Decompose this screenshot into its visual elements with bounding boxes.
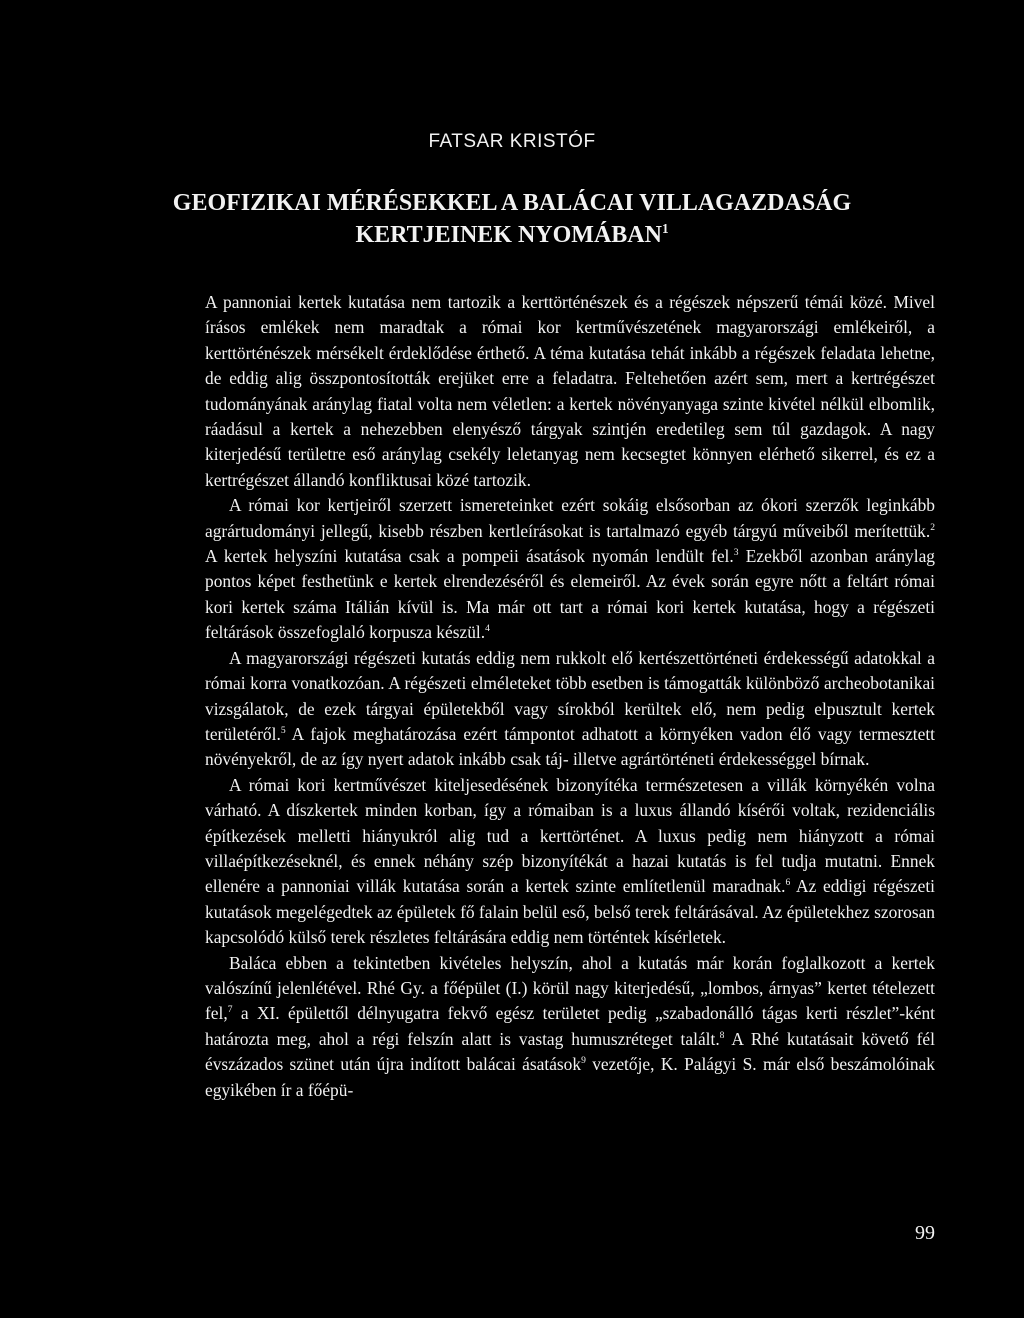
footnote-ref[interactable]: 1: [661, 221, 669, 236]
article-title-text: GEOFIZIKAI MÉRÉSEKKEL A BALÁCAI VILLAGAZDASÁG KERTJEINEK NYOMÁBAN: [172, 190, 852, 248]
footnote-ref[interactable]: 4: [485, 623, 490, 635]
article-body: [205, 290, 935, 1103]
paragraph-text: a XI. épülettől délnyugatra fekvő egész területet pedig „szabadonálló tágas kerti részlet”-ként határozta meg, ahol a régi felszín alatt is vastag humuszréteget talált.: [205, 1003, 935, 1049]
paragraph-text: A kertek helyszíni kutatása csak a pompeii ásatások nyomán lendült fel.: [205, 546, 734, 567]
footnote-ref[interactable]: 9: [581, 1055, 586, 1067]
paragraph-text: vezetője, K. Palágyi S. már első beszámolóinak egyikében ír a főépü-: [205, 1054, 935, 1100]
footnote-ref[interactable]: 7: [227, 1004, 233, 1016]
paragraph-text: A magyarországi régészeti kutatás eddig nem rukkolt elő kertészettörténeti érdekességű adatokkal a római korra vonatkozóan. A régészeti elméleteket több esetben is támogatták különböző archeobotanikai vizsgálatok, de ezek tárgyai épületekből vagy sírokból kerültek elő, nem pedig elpusztult kertek területéről.: [205, 647, 935, 744]
paragraph-text: A Rhé kutatásait követő fél évszázados szünet után újra indított balácai ásatások: [205, 1028, 935, 1075]
footnote-ref[interactable]: 6: [785, 877, 791, 889]
paragraph-text: A római kor kertjeiről szerzett ismereteinket ezért sokáig elsősorban az ókori szerzők leginkább agrártudományi jellegű, kisebb részben kertleírásokat is tartalmazó egyéb tárgyú műveiből merítettük.: [205, 495, 935, 541]
footnote-ref[interactable]: 3: [733, 547, 739, 559]
paragraph-text: Baláca ebben a tekintetben kivételes helyszín, ahol a kutatás már korán foglalkozott a kertek valószínű jelenlétével. Rhé Gy. a főépület (I.) körül nagy kiterjedésű, „lombos, árnyas” kertet tételezett fel,: [205, 952, 935, 1024]
paragraph-text: A pannoniai kertek kutatása nem tartozik a kerttörténészek és a régészek népszerű témái közé. Mivel írásos emlékek nem maradtak a római kor kertművészetének magyarországi emlékeiről, a kerttörténészek mérsékelt érdeklődése érthető. A téma kutatása tehát inkább a régészek feladata lehetne, de eddig alig összpontosították erejüket erre a feladatra. Feltehetően azért sem, mert a kertrégészet tudományának aránylag fiatal volta nem véletlen: a kertek növényanyaga szinte kivétel nélkül elbomlik, ráadásul a kertek a nehezebben elenyésző tárgyak szintjén eredetileg sem túl gazdagok. A nagy kiterjedésű területre eső aránylag csekély leletanyag nem kecsegtet könnyen elérhető sikerrel, és ez a kertrégészet állandó konfliktusai közé tartozik.: [205, 292, 935, 490]
footnote-ref[interactable]: 5: [280, 725, 286, 737]
page-number: 99: [915, 1222, 935, 1244]
paragraph-text: A fajok meghatározása ezért támpontot adhatott a környéken vadon élő vagy termesztett növényekről, de az így nyert adatok inkább csak táj- illetve agrártörténeti érdekességgel bírnak.: [205, 723, 935, 770]
footnote-ref[interactable]: 2: [930, 521, 935, 533]
paragraph-text: Az eddigi régészeti kutatások megelégedtek az épületek fő falain belül eső, belső terek feltárásával. Az épületekhez szorosan kapcsolódó külső terek részletes feltárására eddig nem történtek kísérletek.: [205, 876, 936, 948]
footnote-ref[interactable]: 8: [719, 1029, 725, 1041]
author-name: FATSAR KRISTÓF: [428, 131, 596, 152]
paragraph-text: Ezekből azonban aránylag pontos képet festhetünk e kertek elrendezéséről és elemeiről. Az évek során egyre nőtt a feltárt római kori kertek száma Itálián kívül is. Ma már ott tart a római kori kertek kutatása, hogy a régészeti feltárások összefoglaló korpusza készül.: [205, 546, 935, 643]
paragraph-text: A római kori kertművészet kiteljesedésének bizonyítéka természetesen a villák környékén volna várható. A díszkertek minden korban, így a rómaiban is a luxus állandó kísérői voltak, rezidenciális építkezések melletti hiányukról alig tud a kerttörténet. A luxus pedig nem hiányzott a római villaépítkezéseknél, és ennek néhány szép bizonyítékát a hazai kutatás is fel tudja mutatni. Ennek ellenére a pannoniai villák kutatása során a kertek szinte említetlenül maradnak.: [205, 774, 935, 897]
paragraph-3: [205, 646, 935, 773]
paragraph-2: [205, 493, 935, 645]
article-title: [170, 187, 854, 251]
paragraph-5: [205, 951, 935, 1103]
paragraph-4: [205, 773, 935, 951]
paragraph-1: [205, 290, 935, 493]
